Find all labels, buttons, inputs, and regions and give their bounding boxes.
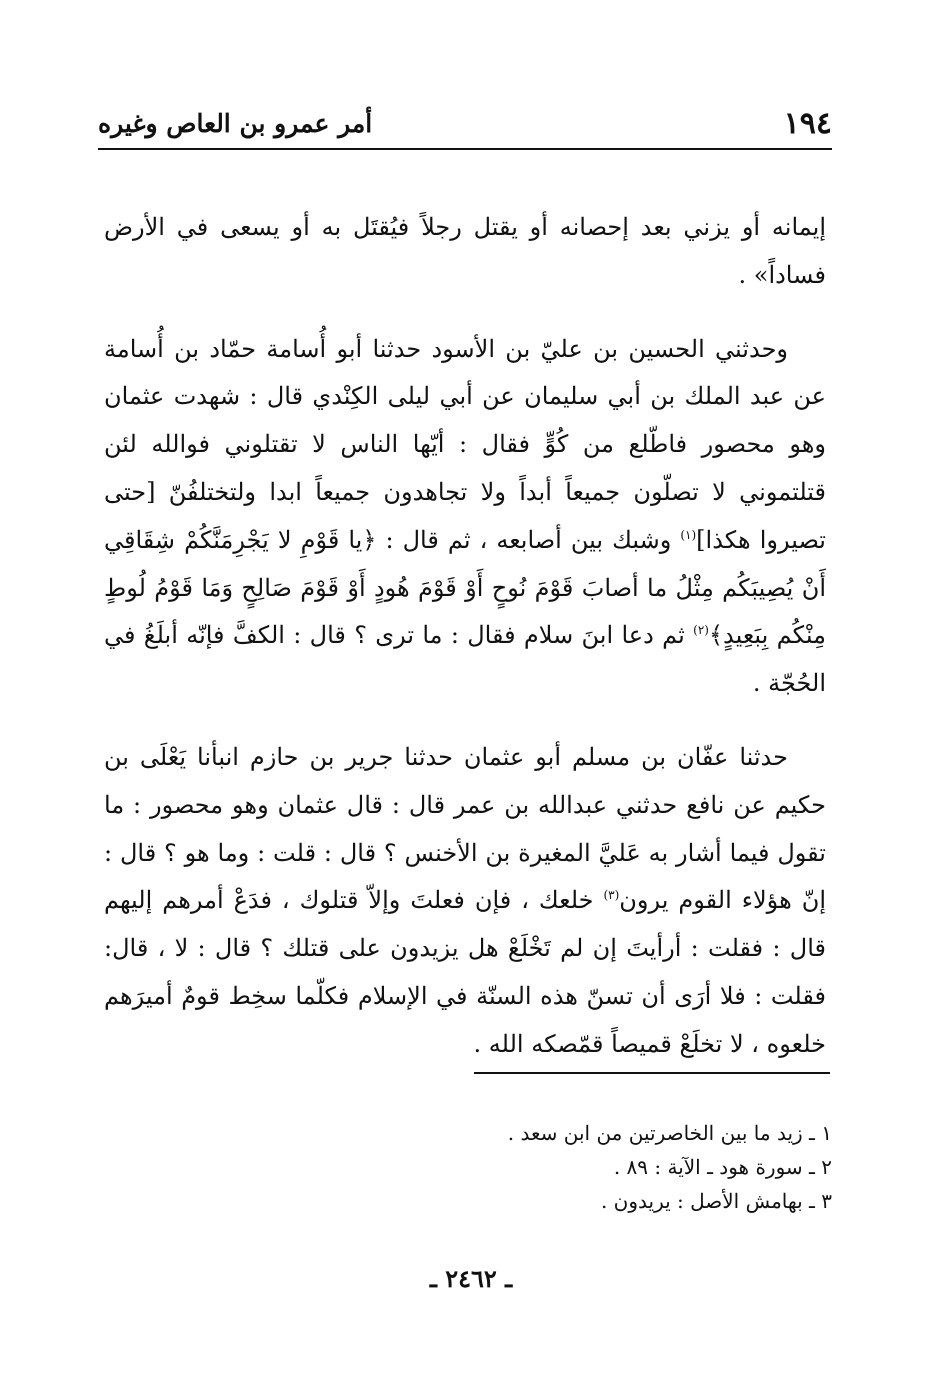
header-rule	[98, 148, 832, 150]
paragraph-2-part-a: وحدثني الحسين بن عليّ بن الأسود حدثنا أبو أُسامة حمّاد بن أُسامة عن عبد الملك بن أبي سليمان عن أبي ليلى الكِنْدي قال : شهدت عثمان وهو محصور فاطّلع من كُوٍّ فقال : أيّها الناس لا تقتلوني فوالله لئن قتلتموني لا تصلّون جميعاً أبداً ولا تجاهدون جميعاً ابدا ولتختلفُنّ [حتى تصيروا هكذا]	[104, 334, 826, 554]
paragraph-2	[104, 326, 826, 708]
main-text	[104, 204, 826, 1069]
paragraph-3-part-a: حدثنا عفّان بن مسلم أبو عثمان حدثنا جرير بن حازم انبأنا يَعْلَى بن حكيم عن نافع حدثني عبدالله بن عمر قال : قال عثمان وهو محصور : ما تقول فيما أشار به عَليَّ المغيرة بن الأخنس ؟ قال : قلت : وما هو ؟ قال : إنّ هؤلاء القوم يرون	[104, 742, 826, 915]
paragraph-1: إيمانه أو يزني بعد إحصانه أو يقتل رجلاً فيُقتَل به أو يسعى في الأرض فساداً» .	[104, 213, 826, 289]
footnote-3: ٣ ـ بهامش الأصل : يريدون .	[600, 1189, 832, 1213]
footnote-ref-2: (٢)	[693, 623, 709, 638]
footnote-1: ١ ـ زيد ما بين الخاصرتين من ابن سعد .	[507, 1121, 832, 1145]
running-header	[98, 102, 832, 150]
paragraph-2-part-c: ثم دعا ابنَ سلام فقال : ما ترى ؟ قال : الكفَّ فإنّه أبلَغُ في الحُجّة .	[104, 621, 826, 698]
page-number-bottom: ـ ٢٤٦٢ ـ	[429, 1264, 513, 1293]
footnotes	[430, 1116, 832, 1218]
paragraph-gap	[104, 708, 826, 734]
footnote-ref-3: (٣)	[603, 888, 620, 903]
page-number-top: ١٩٤	[783, 106, 832, 141]
paragraph-2-part-b: وشبك بين أصابعه ، ثم قال : ﴿يا قَوْمِ لا يَجْرِمَنَّكُمْ شِقَاقِي أَنْ يُصِيبَكُم مِثْلُ ما أصابَ قَوْمَ نُوحٍ أَوْ قَوْمَ هُودٍ أَوْ قَوْمَ صَالِحٍ وَمَا قَوْمُ لُوطٍ مِنْكُم بِبَعِيدٍ﴾	[104, 525, 827, 650]
running-title: أمر عمرو بن العاص وغيره	[98, 109, 373, 138]
paragraph-gap	[104, 300, 826, 326]
footnote-2: ٢ ـ سورة هود ـ الآية : ٨٩ .	[613, 1155, 832, 1179]
paragraph-3-part-b: خلعك ، فإن فعلتَ وإلاّ قتلوك ، فدَعْ أمرهم إليهم قال : فقلت : أرأيتَ إن لم تَخْلَعْ هل يزيدون على قتلك ؟ قال : لا ، قال: فقلت : فلا أرَى أن تسنّ هذه السنّة في الإسلام فكلّما سخِط قومٌ أميرَهم خلعوه ، لا تخلَعْ قميصاً قمّصكه الله .	[104, 886, 826, 1058]
footnote-rule	[474, 1072, 830, 1074]
paragraph-3	[104, 734, 826, 1069]
footnote-ref-1: (١)	[680, 527, 697, 542]
